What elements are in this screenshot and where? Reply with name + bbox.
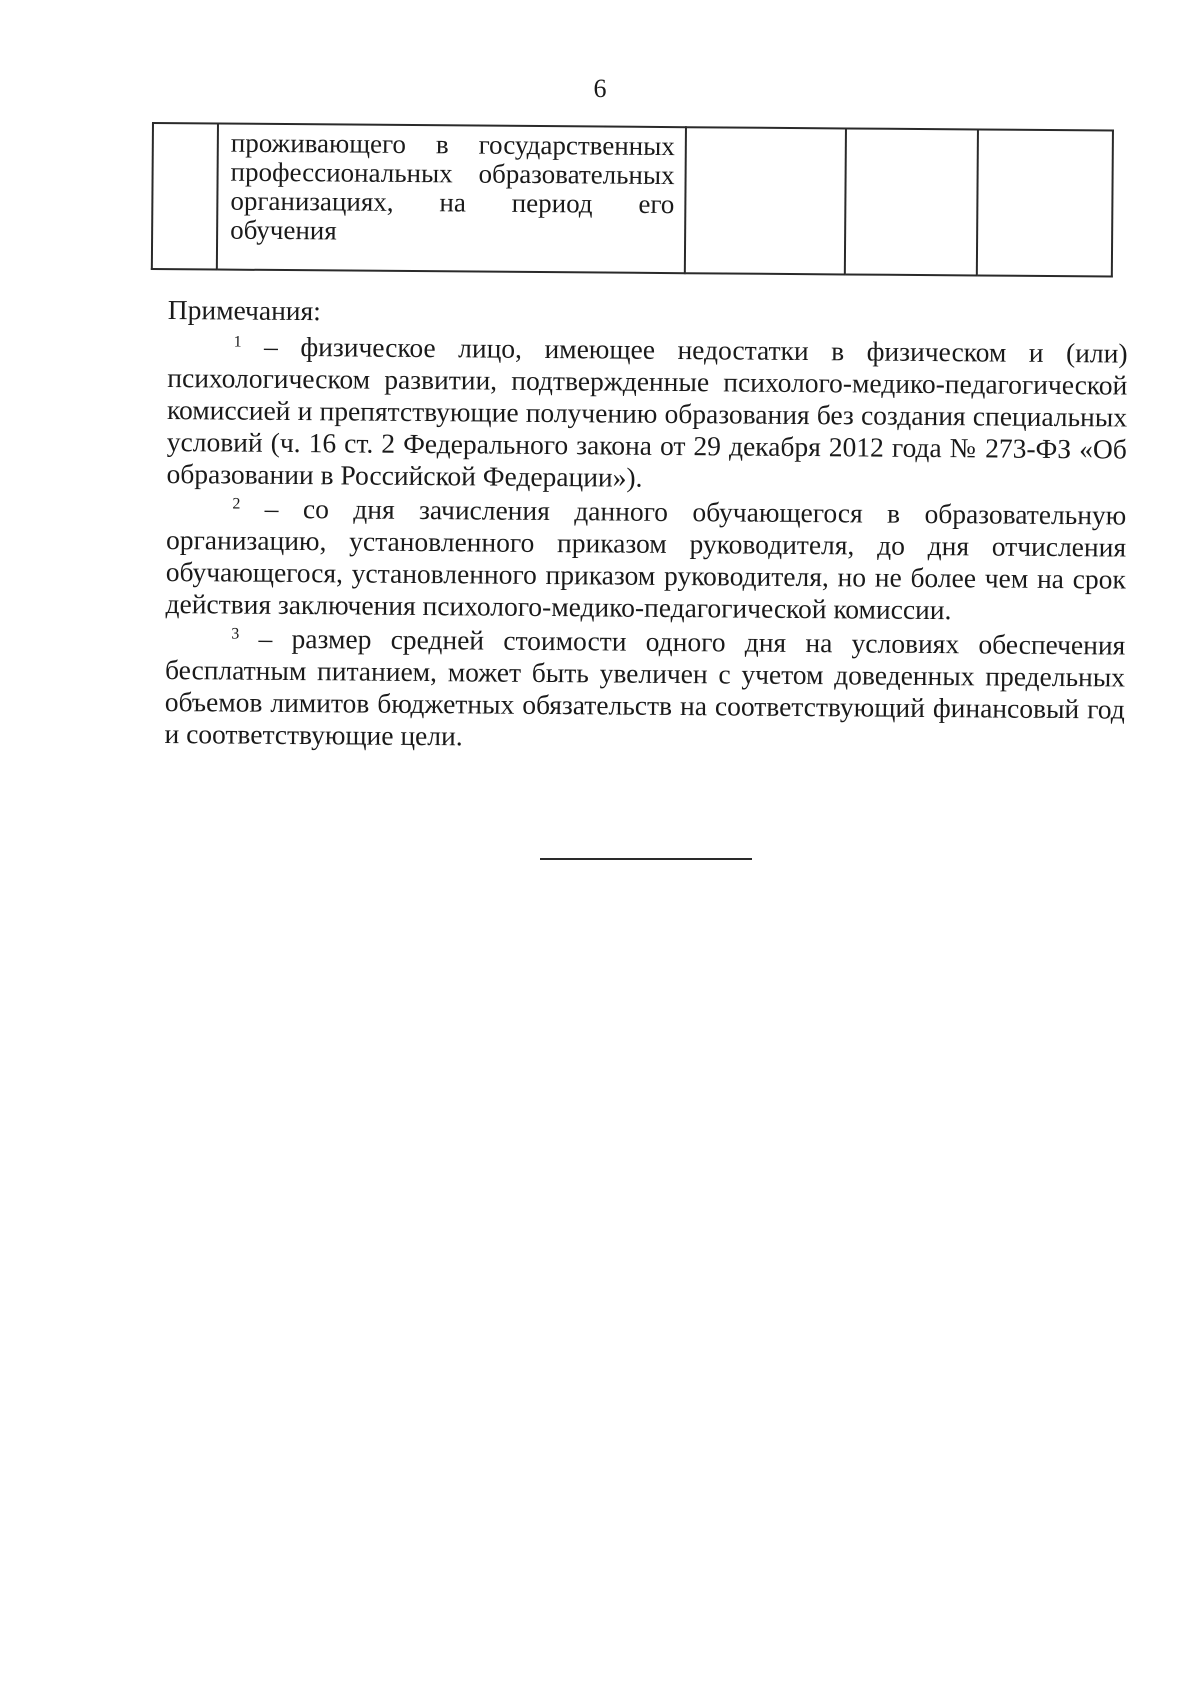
cell-line: организациях, на период его: [230, 185, 675, 220]
note-text: – размер средней стоимости одного дня на условиях обеспечения бесплатным питанием, может быть увеличен с учетом доведенных предельных объемов лимитов бюджетных обязательств на соответствующий финансовый год и соответствующие цели.: [164, 622, 1126, 752]
cell-line: профессиональных образовательных: [230, 156, 675, 191]
note-item: [165, 492, 1126, 628]
cell-line: обучения: [230, 214, 337, 246]
table-cell-description: [217, 124, 686, 274]
note-marker: 1: [233, 333, 242, 351]
table-cell-empty: [977, 129, 1113, 276]
note-marker: 2: [232, 495, 241, 513]
table-cell-number: [152, 123, 218, 270]
note-text: – со дня зачисления данного обучающегося в образовательную организацию, установленного приказом руководителя, до дня отчисления обучающегося, установленного приказом руководителя, но не более чем на срок действия заключения психолого-медико-педагогической комиссии.: [165, 492, 1127, 626]
table-row: [152, 123, 1113, 277]
table-continuation: [151, 122, 1114, 278]
page-number: 6: [593, 74, 607, 103]
table-cell-empty: [685, 127, 846, 274]
note-marker: 3: [231, 625, 240, 643]
note-text: – физическое лицо, имеющее недостатки в физическом и (или) психологическом развитии, подтвержденные психолого-медико-педагогической комиссией и препятствующие получению образования без создания специальных условий (ч. 16 ст. 2 Федерального закона от 29 декабря 2012 года № 273-ФЗ «Об образовании в Российской Федерации»).: [166, 330, 1128, 493]
notes-title: Примечания:: [167, 294, 322, 327]
notes-section: [164, 294, 1128, 760]
end-divider: [540, 858, 752, 860]
cell-line: проживающего в государственных: [230, 127, 675, 162]
table-cell-empty: [845, 128, 978, 275]
note-item: [166, 330, 1127, 498]
note-item: [164, 622, 1125, 758]
